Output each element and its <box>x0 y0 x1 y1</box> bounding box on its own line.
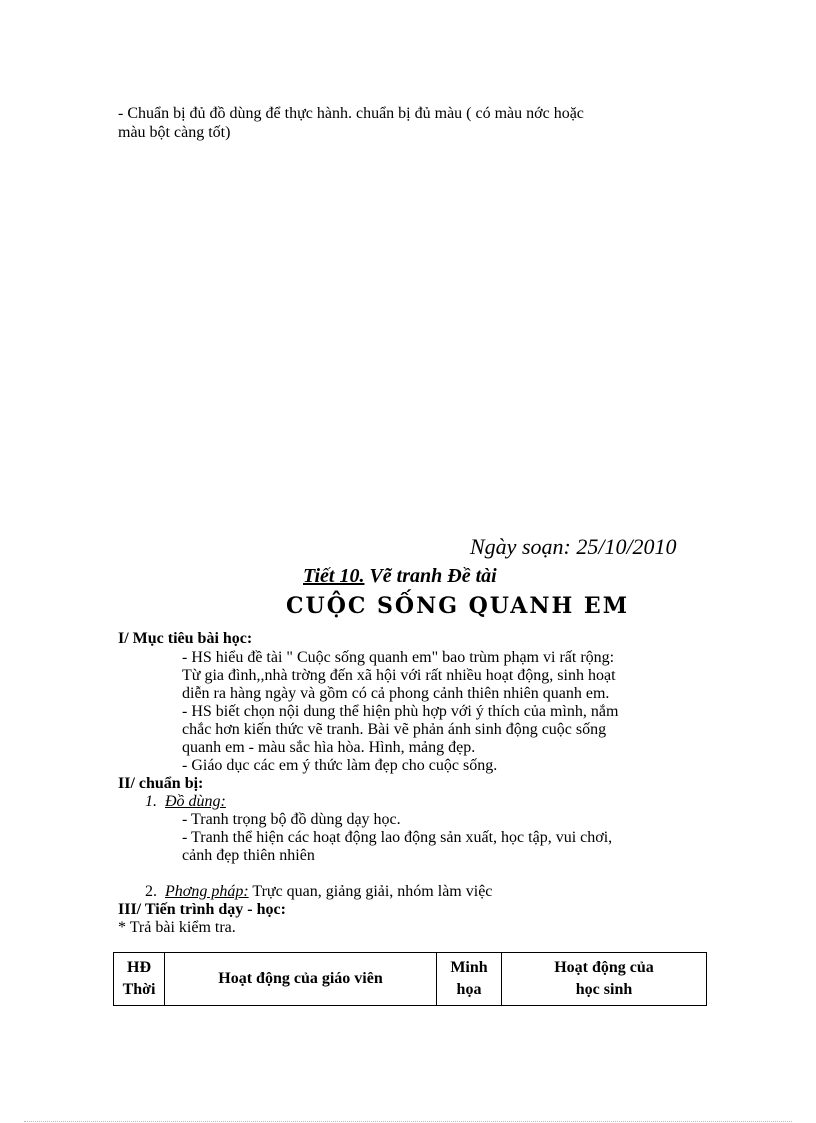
header-student-line2: học sinh <box>575 981 633 998</box>
section2-item2 <box>145 883 492 901</box>
section1-line: quanh em - màu sắc hìa hòa. Hình, mảng đẹp. <box>182 739 476 756</box>
date-line: Ngày soạn: 25/10/2010 <box>470 534 677 559</box>
header-illustration <box>437 953 502 1006</box>
header-time: Thời <box>122 981 156 998</box>
item2-label: Phơng pháp: <box>165 883 249 900</box>
header-illustration-line1: Minh <box>450 959 488 976</box>
lesson-plan-table <box>113 952 707 1006</box>
section1-line: - HS hiểu đề tài " Cuộc sống quanh em" bao trùm phạm vi rất rộng: <box>182 649 615 666</box>
section1-line: Từ gia đình,,nhà trờng đến xã hội với rất nhiều hoạt động, sinh hoạt <box>182 667 616 684</box>
section2-item1-line: cảnh đẹp thiên nhiên <box>182 847 315 864</box>
header-student-activity <box>502 953 707 1006</box>
item2-text: Trực quan, giảng giải, nhóm làm việc <box>248 883 493 900</box>
lesson-number: Tiết 10. <box>303 565 365 587</box>
header-teacher-activity: Hoạt động của giáo viên <box>165 953 437 1006</box>
lesson-topic: CUỘC SỐNG QUANH EM <box>286 593 630 619</box>
item2-number: 2. <box>145 883 157 900</box>
section1-line: - Giáo dục các em ý thức làm đẹp cho cuộc sống. <box>182 757 498 774</box>
table-header-row <box>114 953 707 1006</box>
section1-line: chắc hơn kiến thức vẽ tranh. Bài vẽ phản ánh sinh động cuộc sống <box>182 721 607 738</box>
header-student-line1: Hoạt động của <box>554 959 654 976</box>
prep-line-1: - Chuẩn bị đủ đồ dùng để thực hành. chuẩn bị đủ màu ( có màu nớc hoặc <box>118 105 584 122</box>
page-bottom-divider <box>24 1121 792 1122</box>
section1-heading: I/ Mục tiêu bài học: <box>118 630 253 647</box>
header-hd: HĐ <box>127 959 151 976</box>
lesson-title <box>303 565 497 588</box>
section2-item1-line: - Tranh trọng bộ đồ dùng dạy học. <box>182 811 401 828</box>
section1-line: - HS biết chọn nội dung thể hiện phù hợp với ý thích của mình, nắm <box>182 703 619 720</box>
item1-number: 1. <box>145 793 157 810</box>
section3-note: * Trả bài kiểm tra. <box>118 919 236 936</box>
lesson-subject: Vẽ tranh Đề tài <box>364 565 497 587</box>
header-illustration-line2: họa <box>456 981 482 998</box>
section2-item1-line: - Tranh thể hiện các hoạt động lao động sản xuất, học tập, vui chơi, <box>182 829 613 846</box>
item1-label: Đồ dùng: <box>165 793 226 810</box>
section2-item1 <box>145 793 226 811</box>
section2-heading: II/ chuẩn bị: <box>118 775 204 792</box>
prep-line-2: màu bột càng tốt) <box>118 124 231 141</box>
header-hd-time <box>114 953 165 1006</box>
section3-heading: III/ Tiến trình dạy - học: <box>118 901 286 918</box>
section1-line: diễn ra hàng ngày và gồm có cả phong cảnh thiên nhiên quanh em. <box>182 685 610 702</box>
